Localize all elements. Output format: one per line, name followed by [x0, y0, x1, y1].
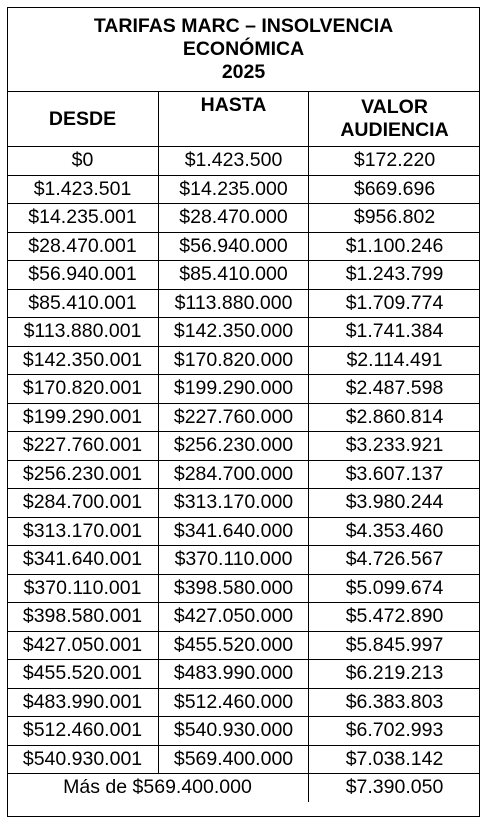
cell-desde: $256.230.001	[7, 461, 159, 490]
table-row	[7, 746, 480, 775]
cell-valor: $4.353.460	[309, 518, 480, 547]
table-row	[7, 632, 480, 661]
title-row	[7, 7, 480, 92]
footer-label: Más de $569.400.000	[7, 774, 309, 802]
cell-hasta: $227.760.000	[159, 404, 309, 433]
cell-hasta: $56.940.000	[159, 233, 309, 262]
cell-valor: $2.860.814	[309, 404, 480, 433]
table-title	[7, 7, 480, 92]
cell-hasta: $427.050.000	[159, 603, 309, 632]
cell-desde: $284.700.001	[7, 489, 159, 518]
cell-valor: $1.100.246	[309, 233, 480, 262]
table-row	[7, 432, 480, 461]
footer-row	[7, 774, 480, 802]
cell-valor: $7.038.142	[309, 746, 480, 775]
cell-hasta: $341.640.000	[159, 518, 309, 547]
cell-hasta: $1.423.500	[159, 147, 309, 176]
cell-desde: $199.290.001	[7, 404, 159, 433]
title-line-2: ECONÓMICA	[182, 37, 305, 60]
cell-desde: $227.760.001	[7, 432, 159, 461]
cell-hasta: $199.290.000	[159, 375, 309, 404]
title-line-1: TARIFAS MARC – INSOLVENCIA	[93, 14, 394, 37]
footer-valor: $7.390.050	[345, 776, 444, 799]
table-row	[7, 489, 480, 518]
title-line-3: 2025	[221, 60, 266, 83]
cell-desde: $85.410.001	[7, 290, 159, 319]
header-desde: DESDE	[7, 92, 159, 147]
cell-hasta: $113.880.000	[159, 290, 309, 319]
table-row	[7, 290, 480, 319]
cell-desde: $28.470.001	[7, 233, 159, 262]
cell-valor: $2.487.598	[309, 375, 480, 404]
table-row	[7, 461, 480, 490]
cell-valor: $1.741.384	[309, 318, 480, 347]
cell-desde: $0	[7, 147, 159, 176]
tarifas-table	[7, 7, 480, 802]
cell-valor: $6.702.993	[309, 717, 480, 746]
cell-desde: $370.110.001	[7, 575, 159, 604]
cell-hasta: $313.170.000	[159, 489, 309, 518]
cell-hasta: $28.470.000	[159, 204, 309, 233]
cell-desde: $113.880.001	[7, 318, 159, 347]
cell-hasta: $455.520.000	[159, 632, 309, 661]
table-row	[7, 404, 480, 433]
table-row	[7, 204, 480, 233]
cell-hasta: $85.410.000	[159, 261, 309, 290]
cell-desde: $427.050.001	[7, 632, 159, 661]
cell-desde: $142.350.001	[7, 347, 159, 376]
table-row	[7, 347, 480, 376]
cell-desde: $170.820.001	[7, 375, 159, 404]
cell-valor: $6.219.213	[309, 660, 480, 689]
cell-valor: $1.243.799	[309, 261, 480, 290]
cell-valor: $669.696	[309, 176, 480, 205]
cell-hasta: $284.700.000	[159, 461, 309, 490]
cell-hasta: $540.930.000	[159, 717, 309, 746]
header-valor-line-1: VALOR	[361, 96, 428, 118]
cell-valor: $5.845.997	[309, 632, 480, 661]
header-valor-audiencia	[309, 92, 480, 147]
cell-valor: $5.099.674	[309, 575, 480, 604]
table-row	[7, 318, 480, 347]
cell-valor: $5.472.890	[309, 603, 480, 632]
cell-hasta: $483.990.000	[159, 660, 309, 689]
table-row	[7, 689, 480, 718]
cell-desde: $483.990.001	[7, 689, 159, 718]
cell-hasta: $256.230.000	[159, 432, 309, 461]
table-row	[7, 575, 480, 604]
table-row	[7, 176, 480, 205]
table-row	[7, 660, 480, 689]
cell-valor: $956.802	[309, 204, 480, 233]
header-valor-line-2: AUDIENCIA	[340, 119, 449, 141]
cell-desde: $313.170.001	[7, 518, 159, 547]
cell-hasta: $398.580.000	[159, 575, 309, 604]
table-row	[7, 717, 480, 746]
cell-valor: $2.114.491	[309, 347, 480, 376]
table-body	[7, 147, 480, 774]
table-row	[7, 147, 480, 176]
table-row	[7, 233, 480, 262]
table-row	[7, 261, 480, 290]
cell-valor: $3.980.244	[309, 489, 480, 518]
table-row	[7, 375, 480, 404]
cell-desde: $398.580.001	[7, 603, 159, 632]
cell-valor: $6.383.803	[309, 689, 480, 718]
cell-valor: $172.220	[309, 147, 480, 176]
cell-hasta: $142.350.000	[159, 318, 309, 347]
cell-hasta: $14.235.000	[159, 176, 309, 205]
cell-valor: $4.726.567	[309, 546, 480, 575]
cell-valor: $1.709.774	[309, 290, 480, 319]
cell-desde: $1.423.501	[7, 176, 159, 205]
cell-desde: $512.460.001	[7, 717, 159, 746]
cell-desde: $341.640.001	[7, 546, 159, 575]
header-hasta: HASTA	[159, 92, 309, 147]
cell-valor: $3.233.921	[309, 432, 480, 461]
cell-hasta: $170.820.000	[159, 347, 309, 376]
cell-hasta: $512.460.000	[159, 689, 309, 718]
table-row	[7, 546, 480, 575]
cell-desde: $455.520.001	[7, 660, 159, 689]
cell-valor: $3.607.137	[309, 461, 480, 490]
cell-desde: $56.940.001	[7, 261, 159, 290]
cell-hasta: $370.110.000	[159, 546, 309, 575]
cell-hasta: $569.400.000	[159, 746, 309, 775]
cell-desde: $540.930.001	[7, 746, 159, 775]
table-row	[7, 603, 480, 632]
header-row	[7, 92, 480, 147]
cell-desde: $14.235.001	[7, 204, 159, 233]
table-row	[7, 518, 480, 547]
